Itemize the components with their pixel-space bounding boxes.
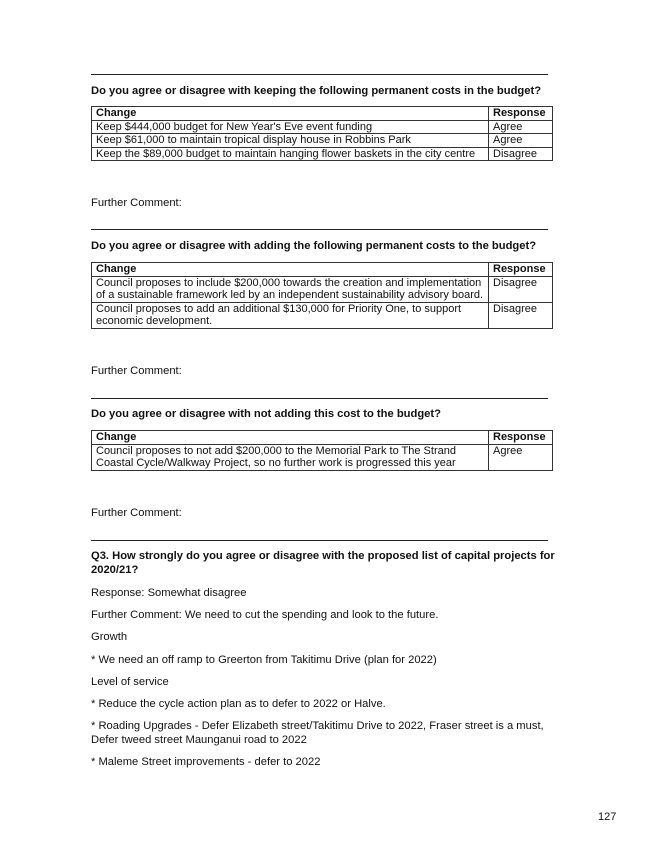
section1-question: Do you agree or disagree with keeping the following permanent costs in the budget? — [91, 85, 542, 97]
growth-heading: Growth — [91, 631, 128, 643]
divider-4 — [91, 540, 548, 541]
header-change: Change — [92, 431, 489, 445]
table-header-row — [92, 107, 553, 121]
page-number: 127 — [598, 811, 617, 823]
response-cell: Disagree — [489, 147, 553, 161]
header-change: Change — [92, 107, 489, 121]
response-cell: Disagree — [489, 302, 553, 328]
table-row — [92, 147, 553, 161]
divider-3 — [91, 398, 548, 399]
q3-comment: Further Comment: We need to cut the spending and look to the future. — [91, 609, 439, 621]
growth-item: * We need an off ramp to Greerton from Takitimu Drive (plan for 2022) — [91, 654, 437, 666]
q3-question: Q3. How strongly do you agree or disagree with the proposed list of capital projects for 2020/21? — [91, 550, 555, 576]
table-header-row — [92, 431, 553, 445]
header-response: Response — [489, 263, 553, 277]
service-heading: Level of service — [91, 676, 169, 688]
response-cell: Agree — [489, 134, 553, 148]
change-cell: Council proposes to add an additional $130,000 for Priority One, to support economic development. — [92, 302, 489, 328]
change-cell: Keep the $89,000 budget to maintain hanging flower baskets in the city centre — [92, 147, 489, 161]
section2-table — [91, 262, 553, 329]
change-cell: Council proposes to not add $200,000 to the Memorial Park to The Strand Coastal Cycle/Walkway Project, so no further work is progressed this year — [92, 444, 489, 470]
section2-question: Do you agree or disagree with adding the following permanent costs to the budget? — [91, 240, 537, 252]
q3-response: Response: Somewhat disagree — [91, 587, 247, 599]
section2-further-comment: Further Comment: — [91, 365, 182, 377]
divider-1 — [91, 74, 548, 75]
table-row — [92, 134, 553, 148]
section1-further-comment: Further Comment: — [91, 197, 182, 209]
section1-table — [91, 106, 553, 161]
change-cell: Keep $444,000 budget for New Year's Eve event funding — [92, 120, 489, 134]
service-item: * Reduce the cycle action plan as to defer to 2022 or Halve. — [91, 698, 386, 710]
section3-question: Do you agree or disagree with not adding this cost to the budget? — [91, 408, 441, 420]
header-change: Change — [92, 263, 489, 277]
divider-2 — [91, 229, 548, 230]
table-row — [92, 276, 553, 302]
table-row — [92, 444, 553, 470]
table-row — [92, 302, 553, 328]
section3-table — [91, 430, 553, 471]
response-cell: Agree — [489, 120, 553, 134]
change-cell: Keep $61,000 to maintain tropical display house in Robbins Park — [92, 134, 489, 148]
service-item: * Maleme Street improvements - defer to 2022 — [91, 756, 321, 768]
table-row — [92, 120, 553, 134]
response-cell: Agree — [489, 444, 553, 470]
table-header-row — [92, 263, 553, 277]
service-item: * Roading Upgrades - Defer Elizabeth street/Takitimu Drive to 2022, Fraser street is a must, Defer tweed street Maunganui road to 2022 — [91, 720, 544, 746]
header-response: Response — [489, 107, 553, 121]
section3-further-comment: Further Comment: — [91, 507, 182, 519]
response-cell: Disagree — [489, 276, 553, 302]
change-cell: Council proposes to include $200,000 towards the creation and implementation of a sustainable framework led by an independent sustainability advisory board. — [92, 276, 489, 302]
header-response: Response — [489, 431, 553, 445]
